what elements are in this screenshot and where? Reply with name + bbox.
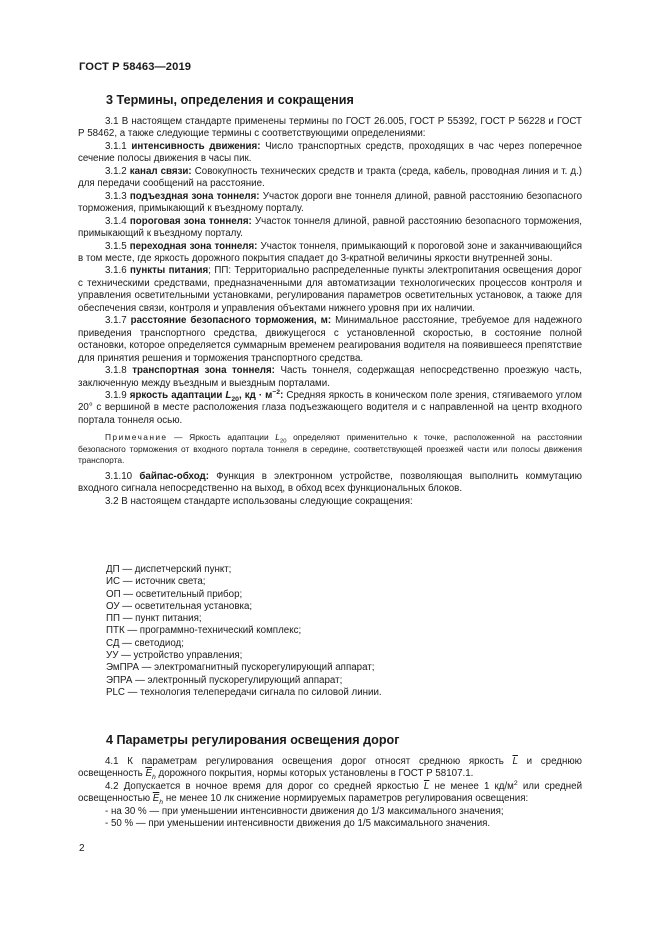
abbreviation-item: ОП — осветительный прибор;: [106, 588, 243, 600]
abbreviation-item: ЭПРА — электронный пускорегулирующий аппарат;: [106, 674, 343, 686]
term-3-1-10: 3.1.10 байпас-обход: Функция в электронном устройстве, позволяющая выполнить коммутацию входного сигнала непосредственно на выход, в обход всех функциональных блоков.: [78, 470, 582, 495]
paragraph-3-1: 3.1 В настоящем стандарте применены термины по ГОСТ 26.005, ГОСТ Р 55392, ГОСТ Р 56228 и ГОСТ Р 58462, а также следующие термины с соответствующими определениями:: [78, 116, 582, 140]
term-3-1-6: 3.1.6 пункты питания; ПП: Территориально распределенные пункты электропитания освещения дорог с техническими средствами, предназначенными для автоматизации технологических процессов контроля и управления осветительными установками, регулирования параметров осветительных установок, а также для обеспечения связи, контроля и управления объектами нижнего уровня при их наличии.: [78, 265, 582, 314]
abbreviation-item: PLC — технология телепередачи сигнала по силовой линии.: [106, 686, 382, 698]
document-header: ГОСТ Р 58463—2019: [79, 61, 192, 73]
term-3-1-3: 3.1.3 подъездная зона тоннеля: Участок дороги вне тоннеля длиной, равной расстоянию безопасного торможения, примыкающий к въездному порталу.: [78, 190, 582, 215]
bullet-item: - 50 % — при уменьшении интенсивности движения до 1/5 максимального значения.: [105, 818, 491, 830]
term-3-1-9: 3.1.9 яркость адаптации $L_{20}$, кд · $м^{-2}$: Средняя яркость в коническом поле зрения, стягиваемого углом 20° с вершиной в месте расположения глаза подъезжающего водителя и с направленной на центр входного портала тоннеля осью.: [78, 388, 582, 426]
term-3-1-7: 3.1.7 расстояние безопасного торможения, м: Минимальное расстояние, требуемое для надежного приведения транспортного средства, движущегося с установленной скоростью, в состояние полной остановки, которое определяется суммарным временем реагирования водителя на появившееся препятствие для принятия решения и торможения транспортного средства.: [78, 315, 582, 364]
section-3-heading: 3 Термины, определения и сокращения: [106, 93, 354, 107]
page-number: 2: [79, 843, 85, 854]
paragraph-4-1: 4.1 К параметрам регулирования освещения дорог относят среднюю яркость $\overline{L}$ и среднюю освещенность $\overline{E}_h$ дорожного покрытия, нормы которых установлены в ГОСТ Р 58107.1.: [78, 756, 582, 782]
term-3-1-8: 3.1.8 транспортная зона тоннеля: Часть тоннеля, содержащая непосредственно проезжую часть, заключенную между въездным и выездным порталами.: [78, 365, 583, 389]
paragraph-4-2: 4.2 Допускается в ночное время для дорог со средней яркостью $\overline{L}$ не менее 1 $кд/м^2$ или средней освещенностью $\overline{E}_h$ не менее 10 лк снижение нормируемых параметров регулирования освещения:: [78, 779, 583, 807]
abbreviation-item: ОУ — осветительная установка;: [106, 600, 253, 612]
term-3-1-4: 3.1.4 пороговая зона тоннеля: Участок тоннеля длиной, равной расстоянию безопасного торможения, примыкающий к въездному порталу.: [78, 215, 582, 240]
bullet-item: - на 30 % — при уменьшении интенсивности движения до 1/3 максимального значения;: [105, 805, 504, 817]
note-3-1-9: Примечание — Яркость адаптации $L_{20}$ определяют применительно к точке, расположенной на расстоянии безопасного торможения от входного портала тоннеля в середине, соответствующей проезжей части или полосы движения транспорта.: [78, 432, 583, 465]
abbreviation-item: СД — светодиод;: [106, 637, 184, 649]
abbreviation-item: ИС — источник света;: [106, 576, 206, 588]
abbreviation-item: ДП — диспетчерский пункт;: [106, 564, 232, 575]
term-3-1-5: 3.1.5 переходная зона тоннеля: Участок тоннеля, примыкающий к пороговой зоне и заканчивающийся в том месте, где яркость дорожного покрытия спадает до 3-кратной величины яркости внутренней зоны.: [78, 240, 582, 264]
section-4-heading: 4 Параметры регулирования освещения дорог: [106, 733, 400, 747]
term-3-1-2: 3.1.2 канал связи: Совокупность технических средств и тракта (среда, кабель, проводная линия и т. д.) для передачи сообщений на расстояние.: [78, 165, 582, 190]
abbreviation-item: ПТК — программно-технический комплекс;: [106, 625, 302, 637]
abbreviation-item: ПП — пункт питания;: [106, 613, 202, 625]
abbreviation-list: [106, 564, 382, 699]
section-4-body: [78, 756, 582, 831]
section-3-body: [78, 116, 582, 508]
abbreviation-item: УУ — устройство управления;: [106, 650, 243, 662]
paragraph-3-2: 3.2 В настоящем стандарте использованы следующие сокращения:: [105, 495, 413, 507]
abbreviation-item: ЭмПРА — электромагнитный пускорегулирующий аппарат;: [106, 662, 375, 674]
term-3-1-1: 3.1.1 интенсивность движения: Число транспортных средств, проходящих в час через поперечное сечение полосы движения в часы пик.: [78, 140, 583, 165]
